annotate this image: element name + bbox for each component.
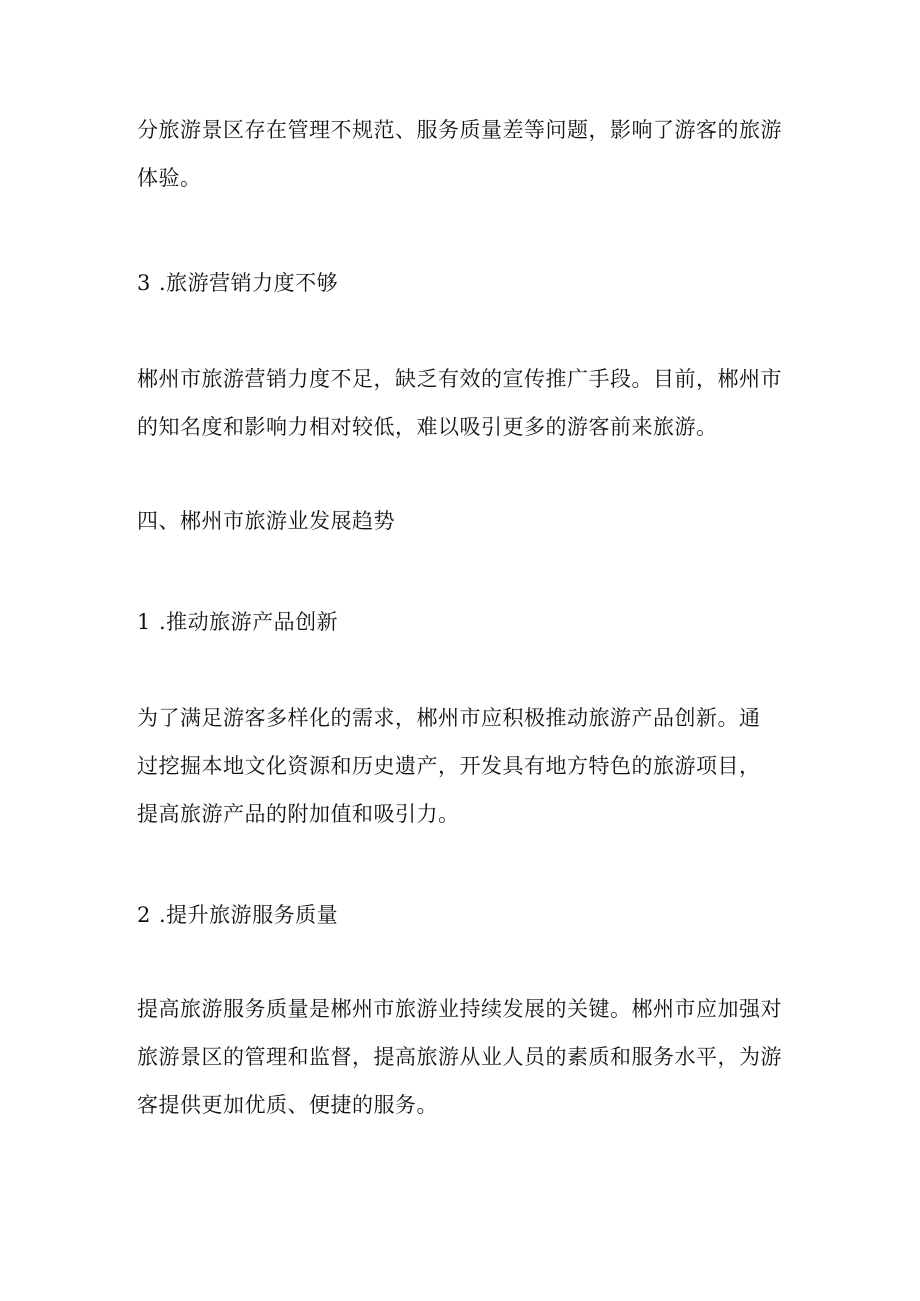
heading-number: 3 (137, 271, 151, 295)
heading-number: 1 (137, 610, 151, 634)
heading-innovation (137, 598, 787, 646)
paragraph-line: 提高旅游服务质量是郴州市旅游业持续发展的关键。郴州市应加强对 (137, 997, 782, 1021)
heading-text: .旅游营销力度不够 (159, 271, 339, 295)
paragraph-service (137, 985, 787, 1129)
section-heading-text: 四、郴州市旅游业发展趋势 (137, 509, 395, 533)
paragraph-line: 过挖掘本地文化资源和历史遗产，开发具有地方特色的旅游项目， (137, 754, 761, 778)
paragraph-marketing (137, 355, 787, 451)
heading-marketing (137, 259, 787, 307)
paragraph-line: 为了满足游客多样化的需求，郴州市应积极推动旅游产品创新。通 (137, 706, 761, 730)
paragraph-line: 旅游景区的管理和监督，提高旅游从业人员的素质和服务水平，为游 (137, 1045, 782, 1069)
heading-number: 2 (137, 903, 151, 927)
paragraph-line: 体验。 (137, 166, 202, 190)
section-heading-trends (137, 497, 787, 545)
paragraph-scenic-management (137, 106, 787, 202)
paragraph-innovation (137, 694, 787, 838)
heading-line (137, 598, 787, 646)
heading-text: .提升旅游服务质量 (159, 903, 339, 927)
heading-line (137, 891, 787, 939)
heading-service (137, 891, 787, 939)
paragraph-line: 的知名度和影响力相对较低，难以吸引更多的游客前来旅游。 (137, 415, 718, 439)
paragraph-line: 郴州市旅游营销力度不足，缺乏有效的宣传推广手段。目前，郴州市 (137, 367, 782, 391)
paragraph-line: 分旅游景区存在管理不规范、服务质量差等问题，影响了游客的旅游 (137, 118, 782, 142)
paragraph-line: 客提供更加优质、便捷的服务。 (137, 1093, 438, 1117)
heading-text: .推动旅游产品创新 (159, 610, 339, 634)
paragraph-line: 提高旅游产品的附加值和吸引力。 (137, 802, 460, 826)
heading-line (137, 259, 787, 307)
